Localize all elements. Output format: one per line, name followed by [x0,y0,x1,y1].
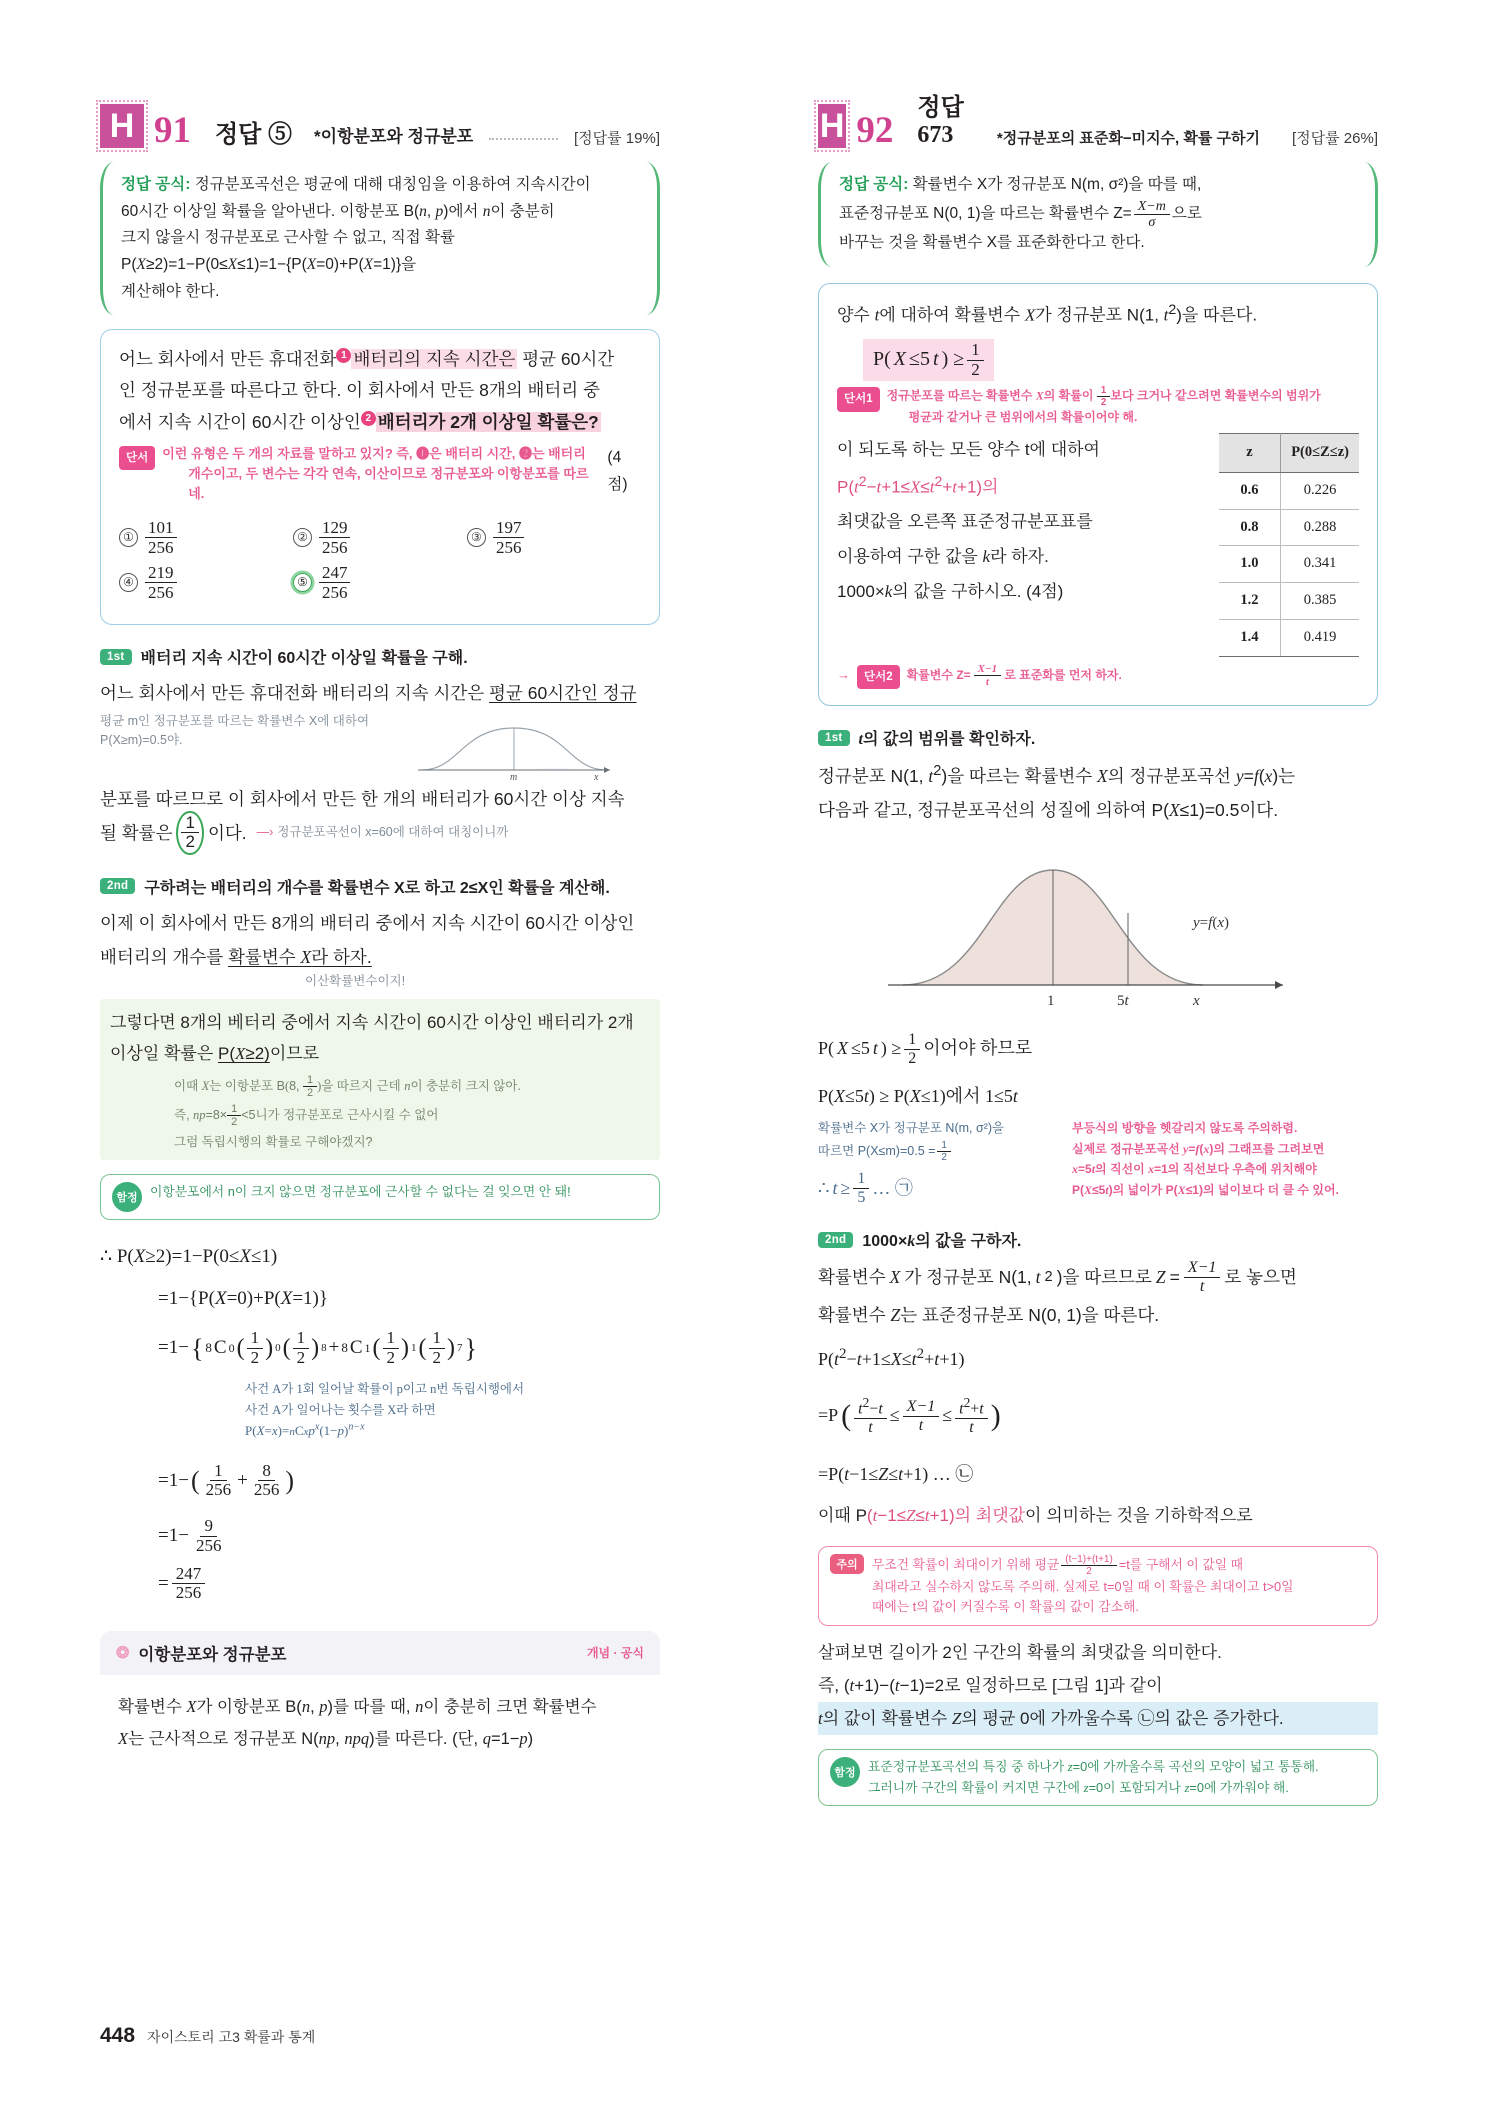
math92-line-5: =P ( $\frac{t^2-t}{t}$ ≤ $\frac{X-1}{t}$ ≤ $\frac{t^2+t}{t}$ ) [818,1394,1001,1436]
solution-2-text: 이제 이 회사에서 만든 8개의 배터리 중에서 지속 시간이 60시간 이상인 배터리의 개수를 확률변수 X라 하자. [100,912,635,967]
hint2-text [907,663,1122,688]
solution-1-note: 평균 m인 정규분포를 따르는 확률변수 X에 대하여 P(X≥m)=0.5야. [100,714,370,748]
svg-text:1: 1 [1047,993,1055,1010]
header-dot-leader [489,138,558,140]
denominator: 2 [185,832,195,852]
solution-1-note-2: 정규분포곡선이 x=60에 대하여 대칭이니까 [277,825,509,840]
trap-line-2: 그러니까 구간의 확률이 커지면 구간에 z=0이 포함되거나 z=0에 가까워야 해. [868,1779,1289,1795]
choice-fraction [145,518,177,557]
page-number: 448 [100,2024,136,2047]
caution-line-1-b: =t를 구해서 이 값일 때 [1118,1557,1243,1573]
problem-topic: *이항분포와 정규분포 [314,126,474,146]
problem-number: 91 [154,109,191,151]
numerator: X−1 [1184,1259,1221,1278]
svg-text:x: x [1193,993,1200,1010]
denominator: t [1199,1277,1205,1295]
flower-icon: ❂ [116,1644,130,1662]
caution-text [872,1554,1294,1618]
step-text: 1000×k의 값을 구하자. [862,1233,1022,1251]
caution-fraction [1061,1554,1117,1577]
inequality-expression: P( X ≤5 t ) ≥ $\frac{1}{2}$ [863,339,994,381]
rnote-4: P(X≤5t)의 넓이가 P(X≤1)의 넓이보다 더 클 수 있어. [1072,1182,1339,1197]
caution-line-1-a: 무조건 확률이 최대이기 위해 평균 [872,1557,1060,1573]
table-cell-p: 0.385 [1281,583,1359,620]
rnote-3: x=5t의 직선이 x=1의 직선보다 우측에 위치해야 [1072,1162,1317,1177]
numerator: (t−1)+(t+1) [1061,1554,1117,1566]
green-line-1 [110,1007,650,1038]
standard-normal-table [1219,433,1359,657]
closing-line-1: 살펴보면 길이가 2인 구간의 확률의 최댓값을 의미한다. [818,1642,1222,1662]
question-line-6: 1000×k의 값을 구하시오. (4점) [837,582,1064,601]
answer-label [917,95,974,148]
answer-formula-box-91 [100,162,660,315]
choice-3[interactable] [467,518,641,557]
table-cell-z: 0.8 [1219,509,1281,546]
solution-92-step2-line6: 이때 P(t−1≤Z≤t+1)의 최댓값이 의미하는 것을 기하학적으로 [818,1505,1253,1525]
choice-fraction [145,563,177,602]
solution-92-closing [818,1636,1378,1735]
numerator: 1 [181,814,198,834]
green-line-2: 이상일 확률은 P(X≥2)이므로 [110,1044,320,1064]
math-line-1: ∴ P(X≥2)=1−P(0≤X≤1) [100,1246,278,1268]
choice-row-2 [119,563,641,602]
trap-callout-91 [100,1174,660,1220]
step-badge: 2nd [818,1232,853,1248]
rnote-1: 부등식의 방향을 헷갈리지 않도록 주의하렴. [1072,1121,1298,1136]
answer-value: 673 [917,121,954,148]
question-line-2: 이 되도록 하는 모든 양수 t에 대하여 [837,439,1100,459]
question-card-92 [818,283,1378,706]
binomial-note-2: 사건 A가 일어나는 횟수를 X라 하면 [245,1402,436,1417]
table-cell-p: 0.419 [1281,619,1359,656]
solution-92-step2-line2: 확률변수 Z는 표준정규분포 N(0, 1)을 따른다. [818,1304,1160,1325]
concept-title: 이항분포와 정규분포 [138,1645,287,1664]
concept-box-91 [100,1631,660,1775]
choice-5[interactable] [293,563,467,602]
choice-marker: ① [119,528,138,547]
choice-numerator: 129 [319,518,351,538]
correct-rate: [정답률 26%] [1292,129,1378,147]
binomial-note-3: $P(X=x)=nCxp^x(1-p)^{n-x}$ [245,1422,365,1439]
svg-text:x: x [594,772,599,781]
table-cell-z: 1.2 [1219,583,1281,620]
question-text: 어느 회사에서 만든 휴대전화 1 배터리의 지속 시간은 평균 60시간 인 정규분포를 따른다고 한다. 이 회사에서 만든 8개의 배터리 중 에서 지속 시간이 60시간 이상인 2 배터리가 2개 이상일 확률은? [119,349,615,432]
solution-1-note-2-arrow: —› [256,825,274,840]
half-fraction-circled [176,811,203,855]
correct-rate: [정답률 19%] [574,129,660,147]
solution-1-annotation-row [100,712,660,786]
math92-line-1: P( X ≤5 t ) ≥ $\frac{1}{2}$ 이어야 하므로 [818,1031,1033,1067]
problem-header-92 [818,94,1378,151]
marker-1: 1 [336,348,351,363]
hint2-text-b: 로 표준화를 먼저 하자. [1004,668,1122,683]
choice-marker: ② [293,528,312,547]
solution-92-notes-row [818,1118,1378,1208]
formula-line-3: 바꾸는 것을 확률변수 X를 표준화한다고 한다. [839,234,1145,252]
choice-numerator: 219 [145,563,177,583]
math92-line-4: $P(t^2-t+1\le X\le t^2+t+1)$ [818,1345,965,1369]
solution-92-intro: 정규분포 N(1, $t^2$)을 따르는 확률변수 X의 정규분포곡선 y=f(x)는 다음과 같고, 정규분포곡선의 성질에 의하여 P(X≤1)=0.5이다. [818,763,1296,821]
caution-line-2: 최대라고 실수하지 않도록 주의해. 실제로 t=0일 때 이 확률은 최대이고 t>0일 [872,1578,1294,1594]
hint-line-2: 개수이고, 두 변수는 각각 연속, 이산이므로 정규분포와 이항분포를 따르네. [188,465,589,501]
table-row [1219,472,1359,509]
math-line-3: =1− { 8 C 0 ( $\frac{1}{2}$ ) 0 ( $\frac{1}{2}$ ) 8 + 8 C 1 ( $\frac{1}{2}$ ) 1 ( $\frac{1}{2}$ ) 7 } [158,1328,477,1367]
trap-line-1: 표준정규분포곡선의 특징 중 하나가 z=0에 가까울수록 곡선의 모양이 넓고 통통해. [868,1759,1319,1775]
formula-lead: 정답 공식: [839,176,909,193]
trap-text-92 [868,1757,1319,1798]
step-badge: 1st [818,730,850,746]
table-cell-p: 0.288 [1281,509,1359,546]
step-1st-91 [100,645,660,668]
choice-1[interactable] [119,518,293,557]
closing-line-2: 즉, (t+1)−(t−1)=2로 일정하므로 [그림 1]과 같이 [818,1676,1163,1696]
choice-row-1 [119,518,641,557]
solution-92-math-1 [818,1029,1378,1116]
question-card-91 [100,329,660,625]
choice-4[interactable] [119,563,293,602]
solution-2-note: 이산확률변수이지! [305,974,406,989]
hint-row-91 [119,444,641,504]
problem-header-91 [100,100,660,151]
problem-letter-badge: H [100,104,144,148]
step-badge: 2nd [100,878,135,894]
choice-denominator: 256 [148,583,174,603]
choice-fraction [319,518,351,557]
concept-body: 확률변수 X가 이항분포 B(n, p)를 따를 때, n이 충분히 크면 확률변수 X는 근사적으로 정규분포 N(np, npq)를 따른다. (단, q=1−p) [100,1675,660,1775]
note-line-b: 따르면 P(X≤m)=0.5 = $\frac{1}{2}$ [818,1140,951,1163]
table-row [1219,619,1359,656]
table-cell-z: 1.4 [1219,619,1281,656]
choice-list-91 [119,518,641,602]
table-cell-p: 0.341 [1281,546,1359,583]
right-note-block [1072,1118,1378,1200]
note-line-a: 확률변수 X가 정규분포 N(m, σ²)을 [818,1121,1005,1136]
table-header-row [1219,433,1359,472]
green-explanation-block [100,999,660,1160]
choice-denominator: 256 [495,538,522,558]
green-note-2: 즉, np=8× $\frac{1}{2}$ <5니가 정규분포로 근사시킬 수 없어 [174,1102,439,1129]
numerator: X−1 [974,663,1002,676]
hint-tag: 단서 [119,446,155,470]
normal-curve-figure [863,835,1333,1025]
math-line-4: =1− ( $\frac{1}{256}$ + $\frac{8}{256}$ ) [158,1460,294,1500]
book-title: 자이스토리 고3 확률과 통계 [147,2029,316,2045]
problem-number: 92 [856,109,894,151]
solution-1-line-3-text: 될 확률은 [100,822,173,843]
concept-title-wrap [116,1641,286,1665]
binomial-note [245,1379,660,1442]
solution-92-step2-line1: 확률변수 X 가 정규분포 N(1, t 2 )을 따르므로 Z = $\frac{X-1}{t}$ 로 놓으면 [818,1259,1297,1295]
hint2-arrow: → [837,666,850,682]
question-line-5: 이용하여 구한 값을 k라 하자. [837,547,1049,567]
step-1st-92 [818,726,1378,749]
step-text: 구하려는 배터리의 개수를 확률변수 X로 하고 2≤X인 확률을 계산해. [144,879,610,897]
answer-value: ⑤ [268,120,293,148]
trap-text: 이항분포에서 n이 크지 않으면 정규분포에 근사할 수 없다는 걸 잊으면 안 돼! [150,1184,571,1200]
page-footer [100,2024,315,2048]
question-line-3: $P(t^2-t+1\le X\le t^2+t+1)$의 [837,473,999,497]
hint-text [162,444,600,504]
table-cell-z: 0.6 [1219,472,1281,509]
answer-label-text: 정답 [215,120,262,148]
solution-1-line-3-suffix: 이다. [207,822,247,843]
table-cell-z: 1.0 [1219,546,1281,583]
green-note-3: 그럼 독립시행의 확률로 구해야겠지? [174,1135,373,1150]
solution-1-text: 어느 회사에서 만든 휴대전화 배터리의 지속 시간은 평균 60시간인 정규 [100,683,637,704]
svg-text:m: m [510,772,518,781]
hint2-tag: 단서2 [857,665,900,689]
step-2nd-91 [100,875,660,898]
svg-text:y=f(x): y=f(x) [1193,915,1229,932]
problem-topic: *정규분포의 표준화−미지수, 확률 구하기 [996,129,1260,147]
choice-marker-selected: ⑤ [293,573,312,592]
choice-2[interactable] [293,518,467,557]
caution-line-3: 때에는 t의 값이 커질수록 이 확률의 값이 감소해. [872,1599,1139,1615]
hint1-tag: 단서1 [837,387,880,411]
choice-numerator: 247 [319,563,351,583]
math-line-6: = $\frac{247}{256}$ [158,1563,660,1605]
choice-marker: ③ [467,528,486,547]
question-line-4: 최댓값을 오른쪽 표준정규분포표를 [837,512,1093,532]
hint-line-1: 이런 유형은 두 개의 자료를 말하고 있지? 즉, ❶은 배터리 시간, ❷는 배터리 [162,445,586,461]
table-row [1219,546,1359,583]
math-line-2: =1−{P(X=0)+P(X=1)} [158,1287,328,1309]
normal-curve-small-figure [414,718,614,780]
denominator: 2 [1086,1565,1092,1577]
note-line-b-text: 따르면 P(X≤m)=0.5 = [818,1143,936,1158]
derivation-math-91 [100,1236,660,1605]
hint2-text-a: 확률변수 Z= [906,668,971,683]
step-2nd-92 [818,1228,1378,1251]
svg-text:5t: 5t [1117,993,1129,1010]
step-text: t의 값의 범위를 확인하자. [858,731,1036,749]
marker-2: 2 [361,411,376,426]
choice-marker: ④ [119,573,138,592]
solution-1-line-3 [100,811,660,855]
green-note-1: 이때 X는 이항분포 B(8, $\frac{1}{2}$ )을 따르지 근데 n이 충분히 크지 않아. [174,1073,521,1099]
formula-line-2-a: 표준정규분포 N(0, 1)을 따르는 확률변수 Z= [839,205,1132,223]
numerator: X−m [1134,199,1170,215]
points: (4점) [607,448,628,494]
question-line-1: 양수 t에 대하여 확률변수 X가 정규분포 N(1, $t^2$)을 따른다. [837,302,1258,325]
caution-callout-92 [818,1546,1378,1626]
concept-header [100,1631,660,1675]
hint2-fraction [974,663,1002,688]
denominator: σ [1148,215,1156,231]
trap-badge: 함정 [830,1757,860,1787]
concept-tag: 개념 · 공식 [586,1646,644,1661]
question-body-92 [837,433,1205,610]
choice-denominator: 256 [148,538,174,558]
caution-line-1 [872,1554,1243,1577]
solution-2-line-1: 이제 이 회사에서 만든 8개의 배터리 중에서 지속 시간이 60시간 이상인 [100,912,635,933]
formula-line-1: 확률변수 X가 정규분포 N(m, σ²)을 따를 때, [912,176,1202,193]
formula-line-2 [839,199,1202,231]
binomial-note-1: 사건 A가 1회 일어날 확률이 p이고 n번 독립시행에서 [245,1381,525,1396]
problem-column-right [818,94,1378,1806]
math92-line-6: =P(t−1≤Z≤t+1) … ㉡ [818,1464,974,1485]
question-body-and-table [837,433,1359,657]
formula-line-2-b: 으로 [1171,205,1202,223]
math92-line-3: ∴ t ≥ $\frac{1}{5}$ … ㉠ [818,1170,913,1207]
table-cell-p: 0.226 [1281,472,1359,509]
math-line-5: =1− $\frac{9}{256}$ [158,1516,222,1555]
table-header-z: z [1219,433,1281,472]
problem-column-left [100,100,660,1775]
caution-badge: 주의 [830,1554,864,1574]
choice-numerator: 101 [145,518,177,538]
step-text: 배터리 지속 시간이 60시간 이상일 확률을 구해. [140,650,468,668]
answer-label [215,122,292,148]
rnote-2: 실제로 정규분포곡선 y=f(x)의 그래프를 그려보면 [1072,1141,1325,1156]
choice-fraction [493,518,525,557]
trap-callout-92 [818,1749,1378,1806]
choice-denominator: 256 [321,583,348,603]
formula-lead: 정답 공식: [121,176,191,193]
table-header-p: P(0≤Z≤z) [1281,433,1359,472]
hint2-row-92 [837,663,1359,689]
formula-text: 정규분포곡선은 평균에 대해 대칭임을 이용하여 지속시간이 60시간 이상일 확률을 알아낸다. 이항분포 B(n, p)에서 n이 충분히 크지 않을시 정규분포로 근사할 수 없고, 직접 확률 P(X≥2)=1−P(0≤X≤1)=1−{P(X=0)+P(X=1)}을 계산해야 한다. [121,176,591,300]
step-badge: 1st [100,649,132,665]
answer-formula-box-92 [818,162,1378,267]
choice-denominator: 256 [321,538,348,558]
solution-1-line-2-text: 분포를 따르므로 이 회사에서 만든 한 개의 배터리가 60시간 이상 지속 [100,789,625,810]
green-line-1-text: 그렇다면 8개의 베터리 중에서 지속 시간이 60시간 이상인 배터리가 2개 [110,1012,634,1032]
choice-fraction [319,563,351,602]
trap-badge: 함정 [112,1182,142,1212]
step2-line1-suffix: 로 놓으면 [1224,1267,1297,1288]
standardize-fraction [1134,199,1170,231]
answer-label-text: 정답 [917,94,964,122]
problem-letter-badge: H [818,104,846,148]
highlight-inequality [863,339,1359,381]
solution-92-math-2 [818,1338,1378,1495]
denominator: t [985,675,989,688]
math92-line-2: P(X≤5t) ≥ P(X≤1)에서 1≤5t [818,1085,1018,1106]
table-row [1219,583,1359,620]
left-note-block [818,1118,1058,1208]
table-row [1219,509,1359,546]
hint1-text: 정규분포를 따르는 확률변수 X의 확률이 $\frac{1}{2}$ 보다 크거나 같으려면 확률변수의 범위가 평균과 같거나 큰 범위에서의 확률이어야 해. [886,385,1321,425]
choice-empty [467,563,641,602]
z-fraction [1184,1259,1221,1295]
closing-line-3: t의 값이 확률변수 Z의 평균 0에 가까울수록 ㉡의 값은 증가한다. [818,1702,1378,1735]
choice-numerator: 197 [493,518,525,538]
hint1-row-92 [837,385,1359,427]
